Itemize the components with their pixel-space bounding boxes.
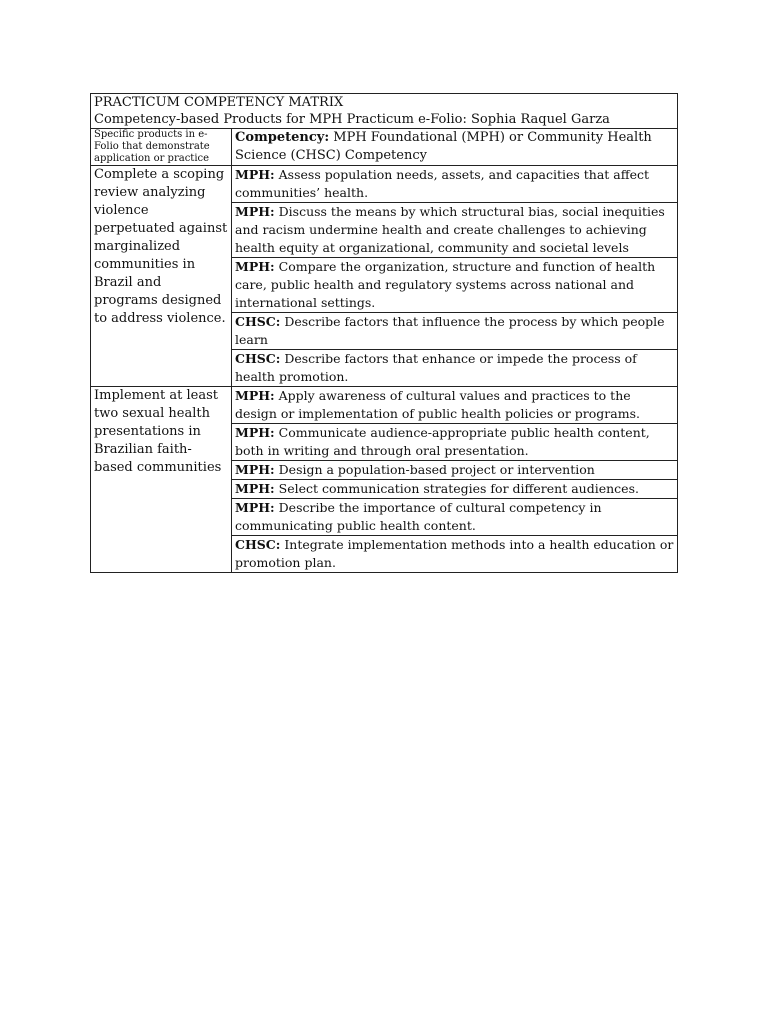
competency-column-header [232, 129, 678, 166]
competency-tag: MPH: [235, 425, 275, 440]
competency-tag: MPH: [235, 388, 275, 403]
title-row [91, 94, 678, 129]
competency-text: Compare the organization, structure and function of health care, public health and regulatory systems across national and international settings. [235, 259, 656, 310]
competency-cell [232, 536, 678, 573]
competency-text: Select communication strategies for different audiences. [274, 481, 639, 496]
competency-text: Describe the importance of cultural competency in communicating public health content. [235, 500, 602, 533]
header-row [91, 129, 678, 166]
competency-cell [232, 350, 678, 387]
competency-cell [232, 387, 678, 424]
competency-tag: MPH: [235, 167, 275, 182]
competency-text: Design a population-based project or intervention [274, 462, 595, 477]
competency-cell [232, 166, 678, 203]
competency-tag: MPH: [235, 259, 275, 274]
competency-text: Apply awareness of cultural values and practices to the design or implementation of public health policies or programs. [235, 388, 640, 421]
competency-cell [232, 313, 678, 350]
competency-tag: MPH: [235, 500, 275, 515]
competency-row [91, 166, 678, 203]
matrix-title: PRACTICUM COMPETENCY MATRIX [94, 95, 344, 110]
matrix-subtitle: Competency-based Products for MPH Practicum e-Folio: Sophia Raquel Garza [94, 112, 610, 127]
product-cell: Implement at least two sexual health presentations in Brazilian faith-based communities [91, 387, 232, 573]
product-cell: Complete a scoping review analyzing violence perpetuated against marginalized communities in Brazil and programs designed to address violence. [91, 166, 232, 387]
competency-cell [232, 258, 678, 313]
title-cell [91, 94, 678, 129]
competency-tag: CHSC: [235, 537, 281, 552]
competency-cell [232, 499, 678, 536]
competency-text: Assess population needs, assets, and capacities that affect communities’ health. [235, 167, 650, 200]
competency-text: Integrate implementation methods into a health education or promotion plan. [235, 537, 674, 570]
competency-tag: MPH: [235, 481, 275, 496]
competency-tag: MPH: [235, 462, 275, 477]
competency-row [91, 387, 678, 424]
competency-tag: CHSC: [235, 351, 281, 366]
competency-cell [232, 461, 678, 480]
competency-text: Communicate audience-appropriate public health content, both in writing and through oral presentation. [235, 425, 650, 458]
products-column-header: Specific products in e-Folio that demonstrate application or practice [91, 129, 232, 166]
competency-header-text: MPH Foundational (MPH) or Community Health Science (CHSC) Competency [235, 130, 652, 163]
competency-matrix-table [90, 93, 678, 573]
competency-cell [232, 203, 678, 258]
competency-cell [232, 480, 678, 499]
competency-text: Describe factors that influence the process by which people learn [235, 314, 665, 347]
competency-tag: CHSC: [235, 314, 281, 329]
competency-cell [232, 424, 678, 461]
competency-text: Discuss the means by which structural bias, social inequities and racism undermine health and create challenges to achieving health equity at organizational, community and societal levels [235, 204, 665, 255]
competency-tag: MPH: [235, 204, 275, 219]
competency-text: Describe factors that enhance or impede the process of health promotion. [235, 351, 637, 384]
competency-header-label: Competency: [235, 130, 330, 145]
